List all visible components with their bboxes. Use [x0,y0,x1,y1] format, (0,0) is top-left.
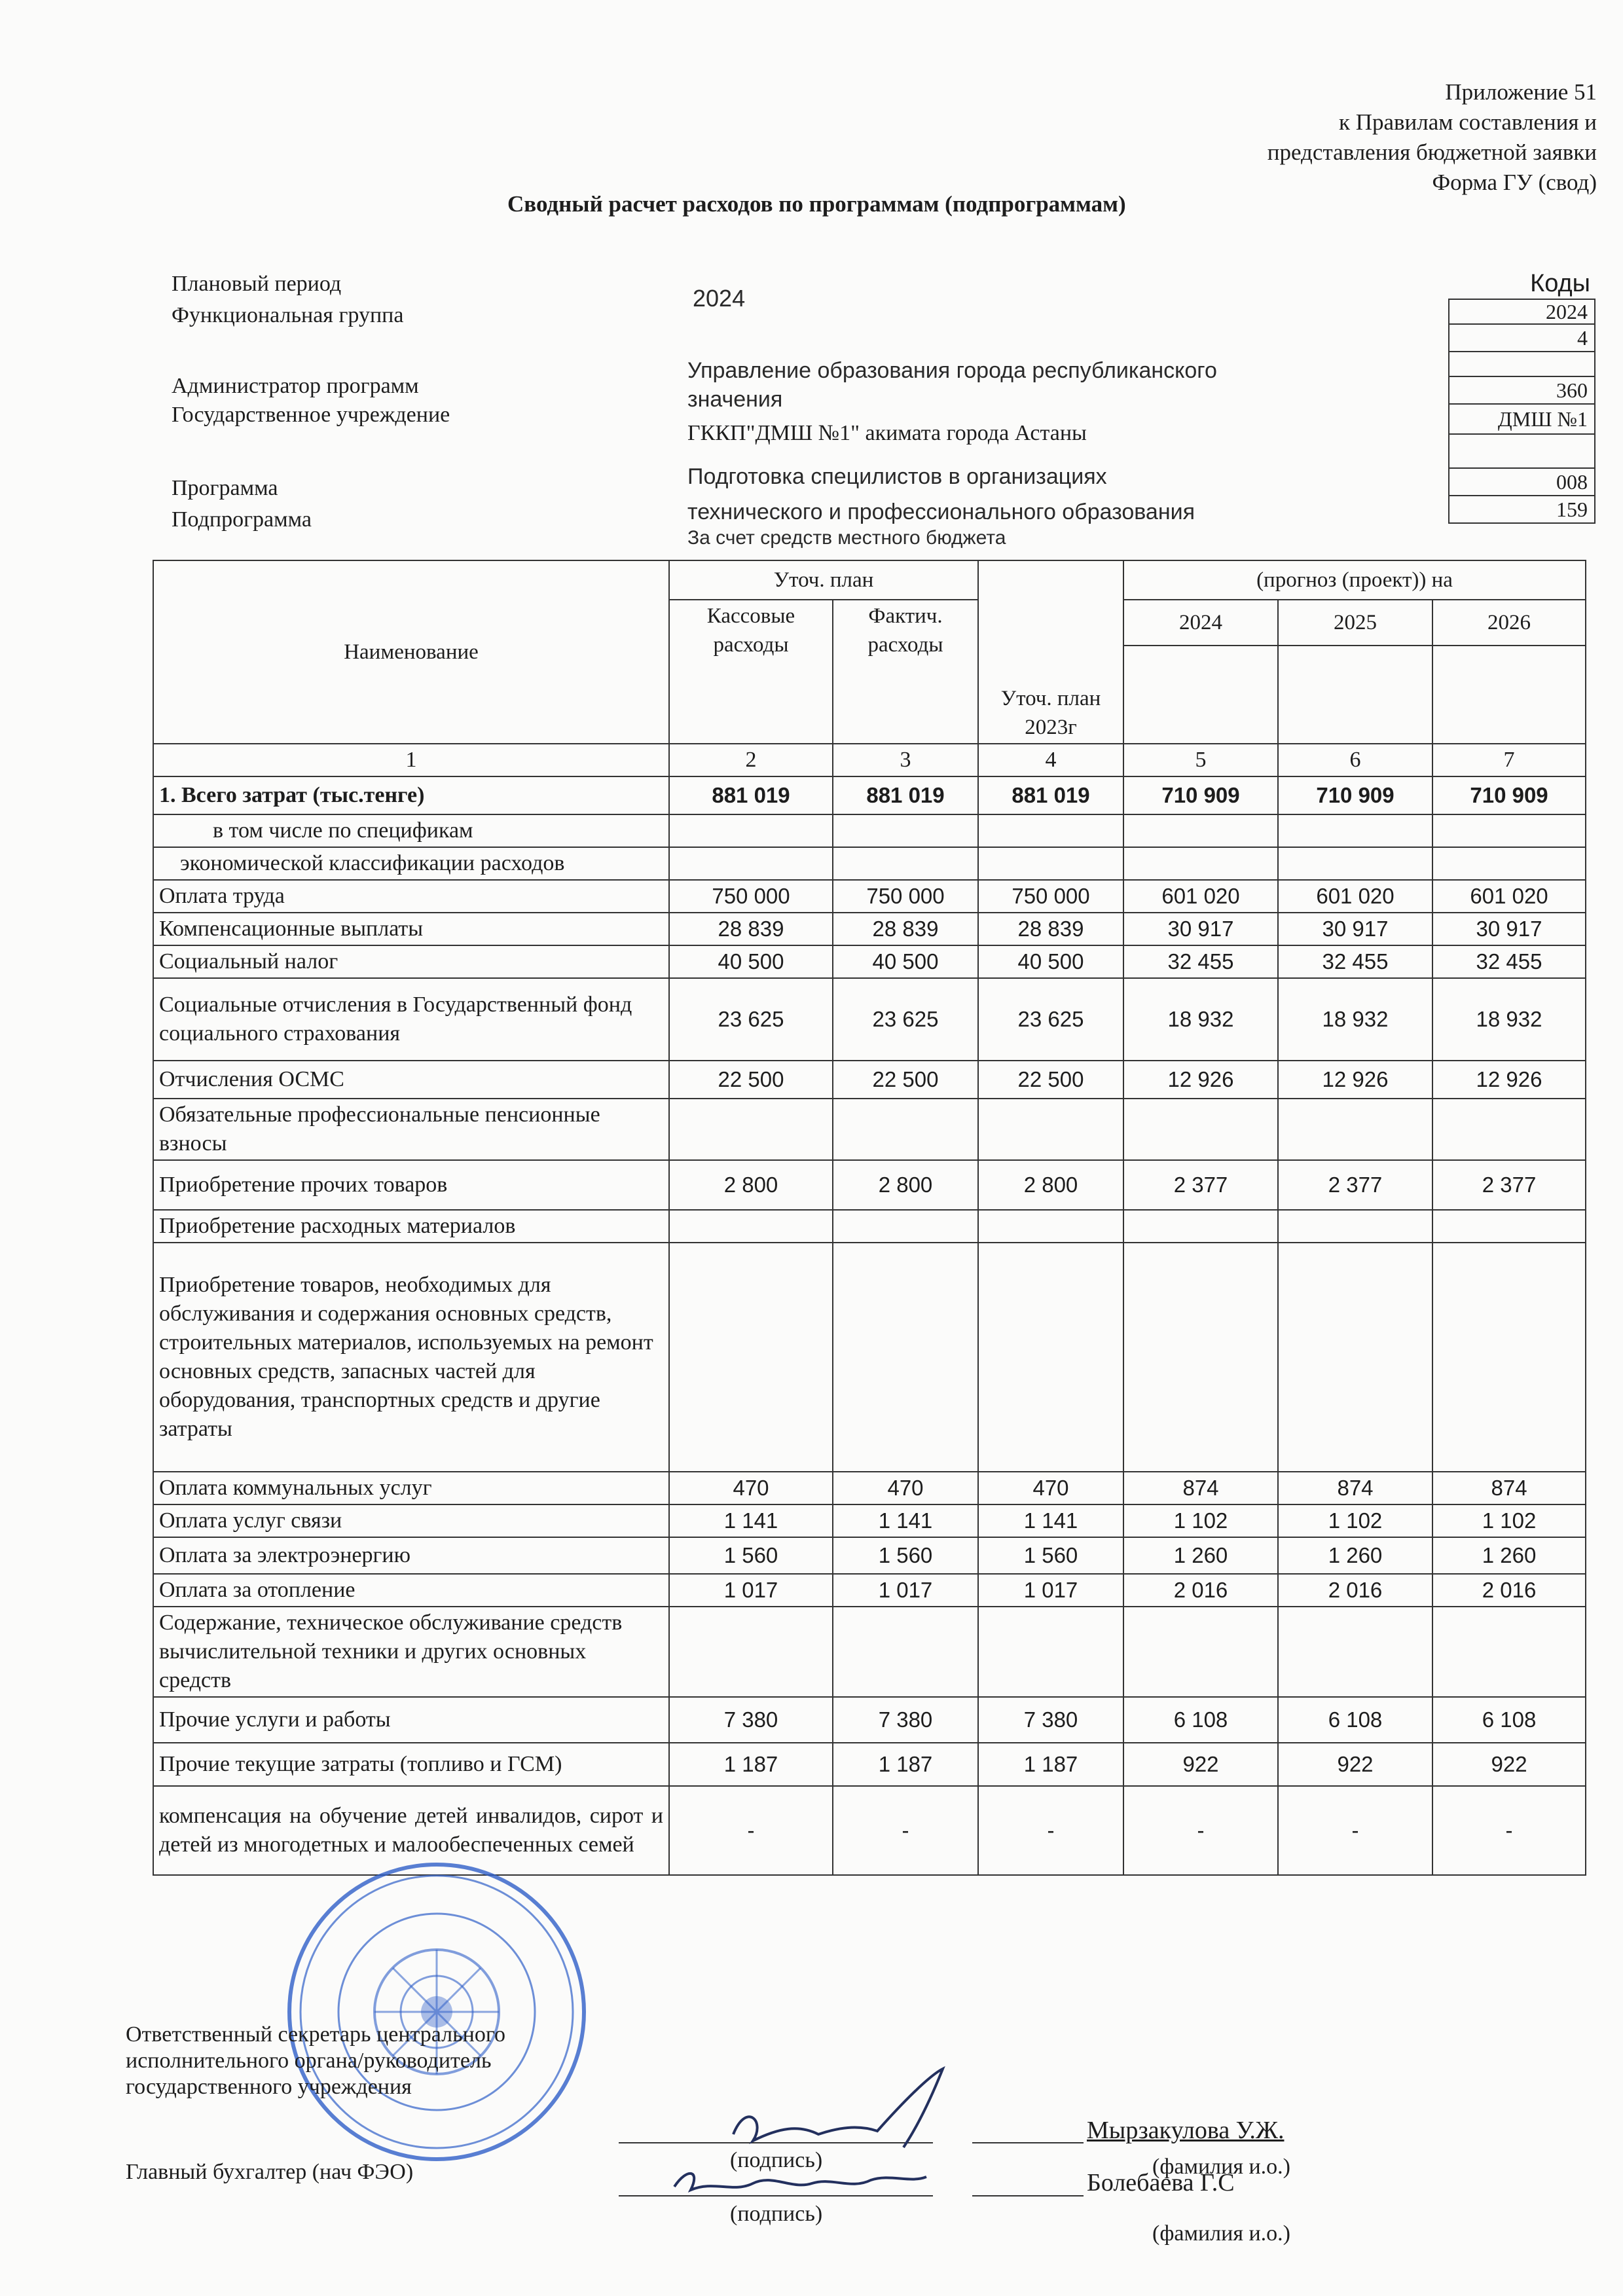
annex-line-2: к Правилам составления и [1338,109,1597,135]
row-value [669,1099,833,1160]
total-label: 1. Всего затрат (тыс.тенге) [153,776,669,814]
row-value: 2 016 [1123,1574,1278,1607]
row-value [1123,1099,1278,1160]
annex-line-3: представления бюджетной заявки [1267,139,1597,165]
row-value [1432,1607,1586,1697]
value-program-line-1: Подготовка специлистов в организациях [687,464,1107,489]
row-value: 18 932 [1432,978,1586,1061]
row-label: Социальный налог [153,945,669,978]
subheading-1: в том числе по спецификам [153,814,669,847]
row-value [833,1243,978,1472]
row-value: 922 [1123,1743,1278,1786]
total-value: 710 909 [1123,776,1278,814]
expenses-table [153,560,1586,1876]
value-program-line-2: технического и профессионального образования [687,500,1195,524]
row-value [1278,1243,1432,1472]
subheading-2: экономической классификации расходов [153,847,669,880]
row-value: 750 000 [669,880,833,913]
name-caption-2: (фамилия и.о.) [1152,2221,1290,2246]
row-value [1278,1607,1432,1697]
row-value: - [978,1786,1123,1875]
row-value: 7 380 [833,1697,978,1743]
code-admin: 360 [1449,376,1595,404]
codes-title: Коды [1530,270,1590,297]
row-value: 2 800 [669,1160,833,1210]
row-value: 23 625 [978,978,1123,1061]
table-row [153,945,1586,978]
row-value: 28 839 [978,913,1123,945]
row-value: 2 377 [1123,1160,1278,1210]
total-value: 881 019 [669,776,833,814]
row-value [669,1210,833,1243]
secretary-name: Мырзакулова У.Ж. [1087,2117,1285,2144]
row-label: Оплата за электроэнергию [153,1537,669,1574]
row-value [1432,1210,1586,1243]
row-label: Оплата услуг связи [153,1504,669,1537]
row-value: 1 141 [833,1504,978,1537]
code-empty-2 [1449,434,1595,468]
row-value: 30 917 [1278,913,1432,945]
expense-rows [153,880,1586,1875]
row-value: 1 102 [1123,1504,1278,1537]
row-value: 6 108 [1123,1697,1278,1743]
row-value: 40 500 [833,945,978,978]
index-cell: 7 [1432,744,1586,776]
code-period: 2024 [1449,299,1595,324]
row-value [978,1210,1123,1243]
accountant-label: Главный бухгалтер (нач ФЭО) [126,2160,414,2184]
index-cell: 3 [833,744,978,776]
official-stamp [283,1858,591,2166]
row-value [833,1210,978,1243]
label-institution: Государственное учреждение [172,403,450,427]
row-value: 1 141 [978,1504,1123,1537]
code-program: 008 [1449,468,1595,496]
header-cash: Кассовые расходы [669,600,833,744]
row-value: 601 020 [1432,880,1586,913]
label-program: Программа [172,476,278,500]
row-value: 1 102 [1432,1504,1586,1537]
table-row [153,1504,1586,1537]
signature-caption-2: (подпись) [730,2202,823,2226]
row-label: Оплата труда [153,880,669,913]
table-row [153,1574,1586,1607]
header-forecast: (прогноз (проект)) на [1123,560,1586,600]
row-value: 30 917 [1432,913,1586,945]
row-label: Приобретение расходных материалов [153,1210,669,1243]
row-value: 6 108 [1432,1697,1586,1743]
name-caption: (фамилия и.о.) [1152,2155,1290,2179]
row-value: 470 [978,1472,1123,1504]
index-cell: 2 [669,744,833,776]
row-value: 23 625 [669,978,833,1061]
row-value: 32 455 [1432,945,1586,978]
row-value: - [833,1786,978,1875]
row-value: 1 187 [669,1743,833,1786]
row-value: 470 [669,1472,833,1504]
header-fact: Фактич. расходы [833,600,978,744]
annex-block [1267,77,1597,198]
row-value: 12 926 [1123,1061,1278,1099]
index-cell: 6 [1278,744,1432,776]
row-value: 12 926 [1278,1061,1432,1099]
row-value [833,1607,978,1697]
table-row [153,1210,1586,1243]
row-value: 1 260 [1123,1537,1278,1574]
row-value: 922 [1278,1743,1432,1786]
code-group: 4 [1449,324,1595,352]
row-value: 874 [1278,1472,1432,1504]
row-value [1123,1210,1278,1243]
row-value: 28 839 [669,913,833,945]
row-value [669,1607,833,1697]
row-value: 874 [1123,1472,1278,1504]
row-value: 22 500 [669,1061,833,1099]
row-value: 2 377 [1432,1160,1586,1210]
row-value: 12 926 [1432,1061,1586,1099]
table-row [153,1537,1586,1574]
row-label: Содержание, техническое обслуживание средств вычислительной техники и других основных средств [153,1607,669,1697]
row-label: Компенсационные выплаты [153,913,669,945]
total-value: 710 909 [1278,776,1432,814]
table-row [153,1099,1586,1160]
row-label: Приобретение товаров, необходимых для обслуживания и содержания основных средств, строительных материалов, используемых на ремонт основных средств, запасных частей для оборудования, транспортных средств и другие затраты [153,1243,669,1472]
row-value: 1 560 [833,1537,978,1574]
row-value: 6 108 [1278,1697,1432,1743]
row-value: 40 500 [669,945,833,978]
row-value: 1 560 [669,1537,833,1574]
total-row [153,776,1586,814]
row-value: 22 500 [978,1061,1123,1099]
row-value: 1 187 [833,1743,978,1786]
annex-line-1: Приложение 51 [1445,79,1597,105]
row-value: 18 932 [1278,978,1432,1061]
accountant-signature [661,2154,936,2206]
row-value: 7 380 [978,1697,1123,1743]
row-label: Отчисления ОСМС [153,1061,669,1099]
table-row [153,1160,1586,1210]
row-value: 922 [1432,1743,1586,1786]
row-value [1432,1243,1586,1472]
header-year-2024: 2024 [1123,600,1278,646]
table-row [153,1472,1586,1504]
accountant-name: Болебаева Г.С [1087,2169,1235,2196]
accountant-name-line [972,2195,1084,2196]
row-value: 28 839 [833,913,978,945]
total-value: 881 019 [978,776,1123,814]
table-row [153,1607,1586,1697]
header-year-2025: 2025 [1278,600,1432,646]
row-value: 2 800 [978,1160,1123,1210]
row-value: 2 016 [1278,1574,1432,1607]
value-admin-line-2: значения [687,387,783,412]
row-value: 601 020 [1123,880,1278,913]
annex-line-4: Форма ГУ (свод) [1432,170,1597,195]
row-value: 2 016 [1432,1574,1586,1607]
total-value: 881 019 [833,776,978,814]
row-value [669,1243,833,1472]
row-label: Прочие услуги и работы [153,1697,669,1743]
index-cell: 5 [1123,744,1278,776]
row-value: 1 017 [669,1574,833,1607]
row-value: - [669,1786,833,1875]
secretary-name-line [972,2142,1084,2143]
value-admin-line-1: Управление образования города республиканского [687,358,1217,383]
row-label: Социальные отчисления в Государственный фонд социального страхования [153,978,669,1061]
row-value: 18 932 [1123,978,1278,1061]
total-value: 710 909 [1432,776,1586,814]
index-cell: 1 [153,744,669,776]
row-value: 750 000 [833,880,978,913]
row-value: 30 917 [1123,913,1278,945]
table-row [153,1697,1586,1743]
row-value: 601 020 [1278,880,1432,913]
index-cell: 4 [978,744,1123,776]
row-value: 1 260 [1432,1537,1586,1574]
row-label: компенсация на обучение детей инвалидов, сирот и детей из многодетных и малообеспеченных семей [153,1786,669,1875]
code-institution: ДМШ №1 [1449,404,1595,434]
row-value: 1 017 [978,1574,1123,1607]
header-name: Наименование [153,560,669,744]
table-row [153,1243,1586,1472]
label-admin: Администратор программ [172,374,419,398]
row-value [1432,1099,1586,1160]
row-value: 1 141 [669,1504,833,1537]
table-row [153,880,1586,913]
row-label: Оплата за отопление [153,1574,669,1607]
page-title: Сводный расчет расходов по программам (подпрограммам) [507,191,1126,217]
secretary-signature [707,2062,969,2154]
table-row [153,1061,1586,1099]
row-value: 2 377 [1278,1160,1432,1210]
row-value: 23 625 [833,978,978,1061]
label-period: Плановый период [172,272,342,296]
row-value: 1 187 [978,1743,1123,1786]
row-value: 22 500 [833,1061,978,1099]
code-empty [1449,352,1595,376]
row-value [978,1243,1123,1472]
value-subprogram: За счет средств местного бюджета [687,527,1006,549]
row-value [1278,1210,1432,1243]
table-row [153,1743,1586,1786]
row-value [978,1099,1123,1160]
row-value: - [1278,1786,1432,1875]
header-plan-2023: Уточ. план 2023г [978,560,1123,744]
row-value: 1 260 [1278,1537,1432,1574]
code-subprogram: 159 [1449,496,1595,523]
row-label: Обязательные профессиональные пенсионные взносы [153,1099,669,1160]
row-value: 1 102 [1278,1504,1432,1537]
row-value: - [1432,1786,1586,1875]
row-value: 750 000 [978,880,1123,913]
row-value [833,1099,978,1160]
row-value [978,1607,1123,1697]
row-value: 32 455 [1123,945,1278,978]
row-value: 7 380 [669,1697,833,1743]
row-value: - [1123,1786,1278,1875]
row-value: 1 017 [833,1574,978,1607]
row-value [1123,1607,1278,1697]
value-period: 2024 [693,285,746,312]
row-value: 40 500 [978,945,1123,978]
row-value: 1 560 [978,1537,1123,1574]
row-value: 32 455 [1278,945,1432,978]
table-row [153,978,1586,1061]
label-group: Функциональная группа [172,303,404,327]
row-value [1278,1099,1432,1160]
row-label: Оплата коммунальных услуг [153,1472,669,1504]
secretary-label: Ответственный секретарь центрального исполнительного органа/руководитель государственного учреждения [126,2022,505,2099]
row-value [1123,1243,1278,1472]
label-subprogram: Подпрограмма [172,507,312,532]
row-value: 874 [1432,1472,1586,1504]
row-label: Приобретение прочих товаров [153,1160,669,1210]
signature-caption: (подпись) [730,2148,823,2172]
codes-table [1448,299,1596,524]
header-plan: Уточ. план [669,560,978,600]
row-value: 2 800 [833,1160,978,1210]
table-row [153,913,1586,945]
row-value: 470 [833,1472,978,1504]
row-label: Прочие текущие затраты (топливо и ГСМ) [153,1743,669,1786]
value-institution: ГККП"ДМШ №1" акимата города Астаны [687,421,1087,445]
header-year-2026: 2026 [1432,600,1586,646]
